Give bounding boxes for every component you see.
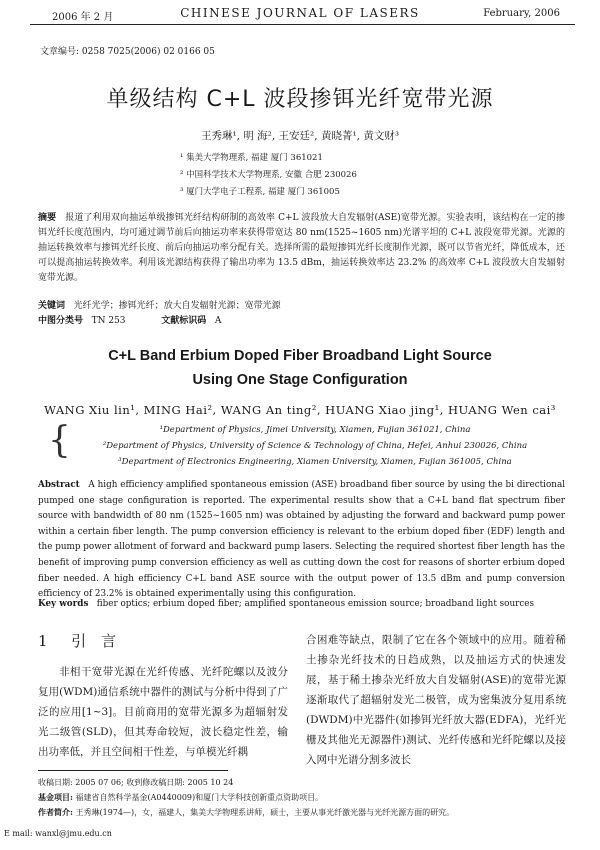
section-number: 1 bbox=[38, 632, 48, 650]
affiliation-cn-2: ² 中国科学技术大学物理系, 安徽 合肥 230026 bbox=[180, 170, 357, 180]
affiliation-en-2: ²Department of Physics, University of Science & Technology of China, Hefei, Anhui 230026, China bbox=[102, 441, 528, 451]
keywords-en-label: Key words bbox=[38, 599, 89, 609]
journal-name: CHINESE JOURNAL OF LASERS bbox=[180, 6, 420, 20]
footnote-author bbox=[38, 805, 568, 820]
abstract-cn-label: 摘要 bbox=[38, 213, 57, 223]
affiliation-brace: { bbox=[48, 420, 71, 461]
abstract-cn-text: 报道了利用双向抽运单级掺铒光纤结构研制的高效率 C+L 波段放大自发辐射(ASE)宽带光源。实验表明，该结构在一定的掺铒光纤长度范围内，均可通过调节前后向抽运功率来获得带宽达 80 nm(1525~1605 nm)光谱平坦的 C+L 波段宽带光源。光源的抽运转换效率与掺铒光纤长度、前后向抽运功率分配有关。选择所需的最短掺铒光纤长度制作光源，既可以节省光纤，降低成本，还可以提高抽运转换效率。利用该光源结构获得了输出功率为 13.5 dBm，抽运转换效率达 23.2% 的高效率 C+L 波段放大自发辐射宽带光源。 bbox=[38, 213, 565, 283]
affiliation-cn-1: ¹ 集美大学物理系, 福建 厦门 361021 bbox=[180, 153, 323, 163]
doc-code-value: A bbox=[214, 316, 222, 326]
footnote-funding-label: 基金项目: bbox=[38, 792, 73, 802]
doc-code-label: 文献标识码 bbox=[161, 316, 207, 326]
authors-en: WANG Xiu lin¹, MING Hai², WANG An ting², HUANG Xiao jing¹, HUANG Wen cai³ bbox=[44, 403, 556, 417]
keywords-en-text: fiber optics; erbium doped fiber; amplified spontaneous emission source; broadband light sources bbox=[96, 599, 534, 609]
header-date-cn: 2006 年 2 月 bbox=[52, 12, 114, 23]
section-title: 引 言 bbox=[71, 632, 117, 650]
abstract-en bbox=[38, 478, 565, 603]
section-right-column: 合困难等缺点，限制了它在各个领域中的应用。随着稀土掺杂光纤技术的日趋成熟，以及抽运方式的快速发展，基于稀土掺杂光纤放大自发辐射(ASE)的宽带光源逐渐取代了超辐射发光二极管，成为密集波分复用系统(DWDM)中光器件(如掺铒光纤放大器(EDFA)，光纤光栅及其他光无源器件)测试、光纤传感和光纤陀螺以及接入网中光谱分割多波长 bbox=[306, 634, 566, 766]
header-rule bbox=[30, 24, 575, 25]
header-date-en: February, 2006 bbox=[483, 8, 560, 19]
abstract-en-text: A high efficiency amplified spontaneous emission (ASE) broadband fiber source by using the bi directional pumped one stage configuration is reported. The experimental results show that a C+L band flat spectrum fiber source with bandwidth of 80 nm (1525~1605 nm) was obtained by adjusting the forward and backward pump power within a certain fiber length. The pump conversion efficiency is relevant to the erbium doped fiber (EDF) length and the pump power allotment of forward and backward pump lasers. Selecting the required shortest fiber length has the benefit of improving pump conversion efficiency as well as cutting down the cost for reasons of shorter erbium doped fiber needed. A high efficiency C+L band ASE source with the output power of 13.5 dBm and pump conversion efficiency of 23.2% is obtained experimentally using this configuration. bbox=[38, 480, 566, 600]
abstract-cn bbox=[38, 211, 565, 286]
section-left-column: 非相干宽带光源在光纤传感、光纤陀螺以及波分复用(WDM)通信系统中器件的测试与分析中得到了广泛的应用[1~3]。目前商用的宽带光源多为超辐射发光二级管(SLD)，但其寿命较短，波长稳定性差，输出功率低，并且空间相干性差，与单模光纤耦 bbox=[38, 666, 288, 758]
title-en-line-2: Using One Stage Configuration bbox=[192, 372, 408, 388]
keywords-cn-text: 光纤光学；掺铒光纤；放大自发辐射光源；宽带光源 bbox=[73, 301, 281, 311]
affiliation-en-3: ³Department of Electronics Engineering, Xiamen University, Xiamen, Fujian 361005, China bbox=[118, 457, 512, 467]
keywords-cn-label: 关键词 bbox=[38, 301, 66, 311]
footnote-received: 收稿日期: 2005 07 06; 收到修改稿日期: 2005 10 24 bbox=[38, 778, 234, 787]
affiliations-cn bbox=[180, 150, 357, 201]
footnote-author-label: 作者简介: bbox=[38, 807, 73, 817]
footnote-funding bbox=[38, 790, 568, 805]
article-number: 文章编号: 0258 7025(2006) 02 0166 05 bbox=[40, 47, 215, 57]
affiliation-en-1: ¹Department of Physics, Jimei University, Xiamen, Fujian 361021, China bbox=[159, 425, 471, 435]
affiliations-en bbox=[60, 422, 570, 470]
title-en-line-1: C+L Band Erbium Doped Fiber Broadband Light Source bbox=[108, 348, 492, 364]
abstract-en-label: Abstract bbox=[38, 480, 80, 490]
keywords-en bbox=[38, 597, 565, 612]
footnotes bbox=[38, 776, 568, 820]
footnote-email: E mail: wanxl@jmu.edu.cn bbox=[4, 829, 112, 838]
footnote-funding-text: 福建省自然科学基金(A0440009)和厦门大学科技创新重点资助项目。 bbox=[75, 793, 324, 802]
authors-cn: 王秀琳¹, 明 海², 王安廷², 黄晓菁¹, 黄文财³ bbox=[200, 130, 400, 142]
clc-label: 中图分类号 bbox=[38, 316, 84, 326]
classification-line bbox=[38, 314, 565, 329]
affiliation-cn-3: ³ 厦门大学电子工程系, 福建 厦门 361005 bbox=[180, 187, 340, 197]
clc-value: TN 253 bbox=[91, 316, 126, 326]
section-heading bbox=[38, 630, 116, 651]
keywords-cn bbox=[38, 299, 565, 314]
footnote-author-text: 王秀琳(1974—)，女，福建人，集美大学物理系讲师，硕士，主要从事光纤激光器与光纤光源方面的研究。 bbox=[75, 808, 455, 817]
title-cn: 单级结构 C+L 波段掺铒光纤宽带光源 bbox=[106, 87, 494, 112]
footnote-rule bbox=[38, 770, 228, 771]
